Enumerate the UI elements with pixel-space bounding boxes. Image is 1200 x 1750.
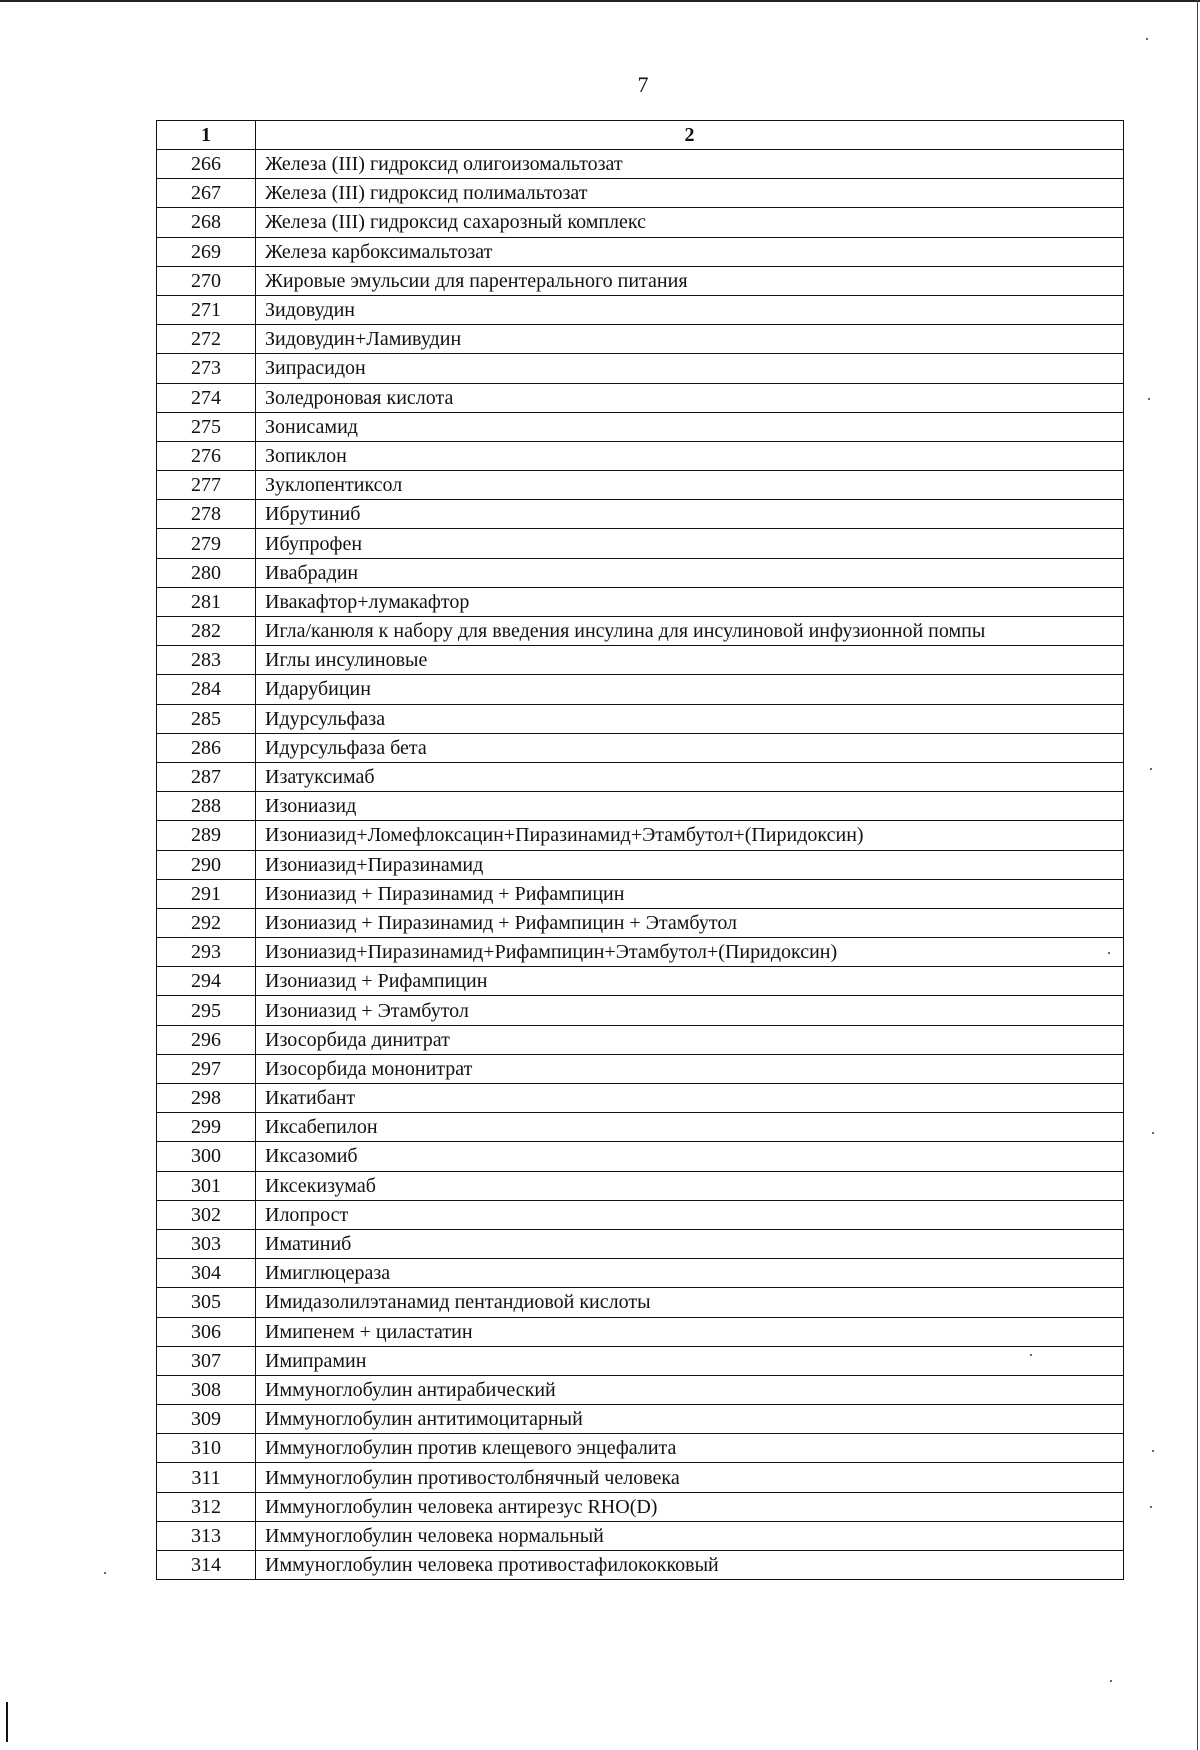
drug-name-cell: Игла/канюля к набору для введения инсулина для инсулиновой инфузионной помпы — [256, 617, 1124, 646]
table-row — [157, 295, 1124, 324]
drug-list-table — [156, 120, 1124, 1580]
table-row — [157, 412, 1124, 441]
drug-name-cell: Ибрутиниб — [256, 500, 1124, 529]
drug-name-cell: Железа карбоксимальтозат — [256, 237, 1124, 266]
drug-name-cell: Зопиклон — [256, 441, 1124, 470]
drug-name-cell: Иммуноглобулин человека нормальный — [256, 1521, 1124, 1550]
table-row — [157, 1317, 1124, 1346]
row-number-cell: 305 — [157, 1288, 256, 1317]
table-row — [157, 1171, 1124, 1200]
row-number-cell: 285 — [157, 704, 256, 733]
drug-name-cell: Ивакафтор+лумакафтор — [256, 587, 1124, 616]
row-number-cell: 313 — [157, 1521, 256, 1550]
row-number-cell: 308 — [157, 1375, 256, 1404]
drug-name-cell: Ибупрофен — [256, 529, 1124, 558]
drug-name-cell: Имиглюцераза — [256, 1259, 1124, 1288]
table-row — [157, 179, 1124, 208]
row-number-cell: 299 — [157, 1113, 256, 1142]
table-row — [157, 150, 1124, 179]
drug-name-cell: Илопрост — [256, 1200, 1124, 1229]
table-row — [157, 1551, 1124, 1580]
table-row — [157, 1054, 1124, 1083]
drug-name-cell: Иммуноглобулин человека антирезус RHO(D) — [256, 1492, 1124, 1521]
drug-name-cell: Идарубицин — [256, 675, 1124, 704]
table-row — [157, 237, 1124, 266]
drug-name-cell: Иксекизумаб — [256, 1171, 1124, 1200]
table-row — [157, 1434, 1124, 1463]
drug-name-cell: Изониазид — [256, 792, 1124, 821]
row-number-cell: 311 — [157, 1463, 256, 1492]
drug-name-cell: Изосорбида мононитрат — [256, 1054, 1124, 1083]
table-row — [157, 1142, 1124, 1171]
row-number-cell: 314 — [157, 1551, 256, 1580]
scan-speck — [1108, 952, 1110, 954]
row-number-cell: 286 — [157, 733, 256, 762]
drug-name-cell: Идурсульфаза бета — [256, 733, 1124, 762]
row-number-cell: 271 — [157, 295, 256, 324]
row-number-cell: 295 — [157, 996, 256, 1025]
row-number-cell: 290 — [157, 850, 256, 879]
table-row — [157, 996, 1124, 1025]
table-row — [157, 908, 1124, 937]
drug-name-cell: Иматиниб — [256, 1229, 1124, 1258]
table-row — [157, 1025, 1124, 1054]
row-number-cell: 275 — [157, 412, 256, 441]
drug-name-cell: Имипрамин — [256, 1346, 1124, 1375]
drug-name-cell: Иммуноглобулин антитимоцитарный — [256, 1405, 1124, 1434]
table-row — [157, 1200, 1124, 1229]
page-number: 7 — [637, 72, 649, 97]
drug-name-cell: Зидовудин+Ламивудин — [256, 325, 1124, 354]
table-row — [157, 850, 1124, 879]
scan-speck — [1150, 768, 1152, 770]
drug-name-cell: Ивабрадин — [256, 558, 1124, 587]
row-number-cell: 274 — [157, 383, 256, 412]
table-row — [157, 471, 1124, 500]
drug-name-cell: Имидазолилэтанамид пентандиовой кислоты — [256, 1288, 1124, 1317]
page-top-edge — [0, 0, 1200, 2]
drug-name-cell: Изониазид+Ломефлоксацин+Пиразинамид+Этамбутол+(Пиридоксин) — [256, 821, 1124, 850]
table-row — [157, 967, 1124, 996]
drug-name-cell: Изосорбида динитрат — [256, 1025, 1124, 1054]
row-number-cell: 310 — [157, 1434, 256, 1463]
column-header-number: 1 — [157, 121, 256, 150]
row-number-cell: 294 — [157, 967, 256, 996]
table-row — [157, 1113, 1124, 1142]
row-number-cell: 289 — [157, 821, 256, 850]
drug-name-cell: Железа (III) гидроксид сахарозный комплекс — [256, 208, 1124, 237]
drug-name-cell: Имипенем + циластатин — [256, 1317, 1124, 1346]
row-number-cell: 276 — [157, 441, 256, 470]
drug-name-cell: Иммуноглобулин против клещевого энцефалита — [256, 1434, 1124, 1463]
table-body — [157, 150, 1124, 1580]
row-number-cell: 302 — [157, 1200, 256, 1229]
row-number-cell: 269 — [157, 237, 256, 266]
drug-name-cell: Изониазид + Рифампицин — [256, 967, 1124, 996]
table-row — [157, 675, 1124, 704]
table-row — [157, 208, 1124, 237]
table-row — [157, 733, 1124, 762]
table-row — [157, 617, 1124, 646]
table-row — [157, 1492, 1124, 1521]
table-row — [157, 1375, 1124, 1404]
row-number-cell: 312 — [157, 1492, 256, 1521]
table-row — [157, 1405, 1124, 1434]
drug-name-cell: Иглы инсулиновые — [256, 646, 1124, 675]
row-number-cell: 300 — [157, 1142, 256, 1171]
scan-speck — [104, 1572, 106, 1574]
row-number-cell: 301 — [157, 1171, 256, 1200]
table-row — [157, 529, 1124, 558]
row-number-cell: 277 — [157, 471, 256, 500]
table-row — [157, 821, 1124, 850]
row-number-cell: 281 — [157, 587, 256, 616]
table-row — [157, 266, 1124, 295]
scan-edge-mark — [6, 1702, 8, 1742]
table-row — [157, 879, 1124, 908]
drug-name-cell: Иксабепилон — [256, 1113, 1124, 1142]
table-row — [157, 383, 1124, 412]
row-number-cell: 273 — [157, 354, 256, 383]
table-row — [157, 1229, 1124, 1258]
row-number-cell: 291 — [157, 879, 256, 908]
table-row — [157, 1288, 1124, 1317]
page-right-edge — [1197, 0, 1198, 1750]
table-row — [157, 1084, 1124, 1113]
table-row — [157, 1259, 1124, 1288]
row-number-cell: 287 — [157, 762, 256, 791]
drug-name-cell: Зуклопентиксол — [256, 471, 1124, 500]
drug-name-cell: Икатибант — [256, 1084, 1124, 1113]
column-header-name: 2 — [256, 121, 1124, 150]
row-number-cell: 268 — [157, 208, 256, 237]
drug-name-cell: Золедроновая кислота — [256, 383, 1124, 412]
drug-name-cell: Зипрасидон — [256, 354, 1124, 383]
drug-name-cell: Идурсульфаза — [256, 704, 1124, 733]
row-number-cell: 303 — [157, 1229, 256, 1258]
drug-name-cell: Иммуноглобулин антирабический — [256, 1375, 1124, 1404]
row-number-cell: 306 — [157, 1317, 256, 1346]
row-number-cell: 282 — [157, 617, 256, 646]
drug-name-cell: Изониазид + Пиразинамид + Рифампицин + Этамбутол — [256, 908, 1124, 937]
drug-name-cell: Зидовудин — [256, 295, 1124, 324]
drug-name-cell: Изатуксимаб — [256, 762, 1124, 791]
table-row — [157, 587, 1124, 616]
table-row — [157, 704, 1124, 733]
table-header-row — [157, 121, 1124, 150]
row-number-cell: 309 — [157, 1405, 256, 1434]
drug-name-cell: Железа (III) гидроксид полимальтозат — [256, 179, 1124, 208]
table-row — [157, 646, 1124, 675]
row-number-cell: 288 — [157, 792, 256, 821]
table-row — [157, 500, 1124, 529]
row-number-cell: 307 — [157, 1346, 256, 1375]
drug-name-cell: Жировые эмульсии для парентерального питания — [256, 266, 1124, 295]
row-number-cell: 270 — [157, 266, 256, 295]
row-number-cell: 279 — [157, 529, 256, 558]
table-row — [157, 1346, 1124, 1375]
row-number-cell: 283 — [157, 646, 256, 675]
drug-name-cell: Изониазид+Пиразинамид+Рифампицин+Этамбутол+(Пиридоксин) — [256, 938, 1124, 967]
drug-name-cell: Железа (III) гидроксид олигоизомальтозат — [256, 150, 1124, 179]
scan-speck — [1152, 1450, 1154, 1452]
row-number-cell: 296 — [157, 1025, 256, 1054]
table-row — [157, 441, 1124, 470]
table-row — [157, 938, 1124, 967]
row-number-cell: 297 — [157, 1054, 256, 1083]
row-number-cell: 284 — [157, 675, 256, 704]
row-number-cell: 304 — [157, 1259, 256, 1288]
row-number-cell: 266 — [157, 150, 256, 179]
table-row — [157, 1463, 1124, 1492]
row-number-cell: 267 — [157, 179, 256, 208]
drug-name-cell: Зонисамид — [256, 412, 1124, 441]
drug-name-cell: Иммуноглобулин противостолбнячный человека — [256, 1463, 1124, 1492]
scan-speck — [1110, 1680, 1112, 1682]
scan-speck — [1152, 1132, 1154, 1134]
table-row — [157, 354, 1124, 383]
scan-speck — [1150, 1506, 1152, 1508]
table-row — [157, 792, 1124, 821]
drug-name-cell: Иммуноглобулин человека противостафилококковый — [256, 1551, 1124, 1580]
table-row — [157, 762, 1124, 791]
table-row — [157, 1521, 1124, 1550]
row-number-cell: 293 — [157, 938, 256, 967]
row-number-cell: 292 — [157, 908, 256, 937]
drug-name-cell: Иксазомиб — [256, 1142, 1124, 1171]
scan-speck — [1030, 1354, 1032, 1356]
scan-speck — [1146, 38, 1148, 40]
table-row — [157, 325, 1124, 354]
scan-speck — [1148, 398, 1150, 400]
drug-name-cell: Изониазид+Пиразинамид — [256, 850, 1124, 879]
drug-name-cell: Изониазид + Этамбутол — [256, 996, 1124, 1025]
row-number-cell: 280 — [157, 558, 256, 587]
table-row — [157, 558, 1124, 587]
drug-name-cell: Изониазид + Пиразинамид + Рифампицин — [256, 879, 1124, 908]
row-number-cell: 278 — [157, 500, 256, 529]
row-number-cell: 298 — [157, 1084, 256, 1113]
row-number-cell: 272 — [157, 325, 256, 354]
